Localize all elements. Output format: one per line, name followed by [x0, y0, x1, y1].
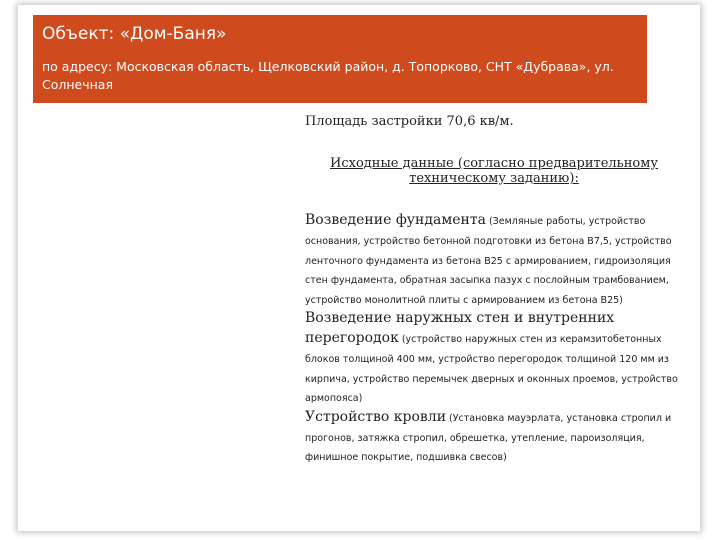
work-title: Возведение фундамента	[305, 212, 486, 228]
work-item-foundation	[305, 209, 683, 307]
content-block	[305, 108, 683, 465]
work-description: (Установка мауэрлата, установка стропил и прогонов, затяжка стропил, обрешетка, утепление, пароизоляция, финишное покрытие, подшивка свесов)	[305, 412, 672, 463]
work-title: Возведение наружных стен и внутренних перегородок	[305, 310, 615, 346]
title-banner	[33, 15, 647, 103]
building-area: Площадь застройки 70,6 кв/м.	[305, 114, 514, 129]
work-item-roof	[305, 406, 683, 465]
source-data-heading: Исходные данные (согласно предварительному техническому заданию):	[330, 156, 658, 186]
work-description: (Земляные работы, устройство основания, устройство бетонной подготовки из бетона В7,5, устройство ленточного фундамента из бетона В25 с армированием, гидроизоляция стен фундамента, обратная засыпка пазух с послойным трамбованием, устройство монолитной плиты с армированием из бетона В25)	[305, 216, 672, 306]
work-item-walls	[305, 307, 683, 406]
work-description: (устройство наружных стен из керамзитобетонных блоков толщиной 400 мм, устройство перегородок толщиной 120 мм из кирпича, устройство перемычек дверных и оконных проемов, устройство армопояса)	[305, 334, 678, 404]
object-title: Объект: «Дом-Баня»	[42, 24, 227, 44]
work-title: Устройство кровли	[305, 408, 447, 425]
object-address: по адресу: Московская область, Щелковский район, д. Топорково, СНТ «Дубрава», ул. Солнечная	[42, 59, 614, 92]
